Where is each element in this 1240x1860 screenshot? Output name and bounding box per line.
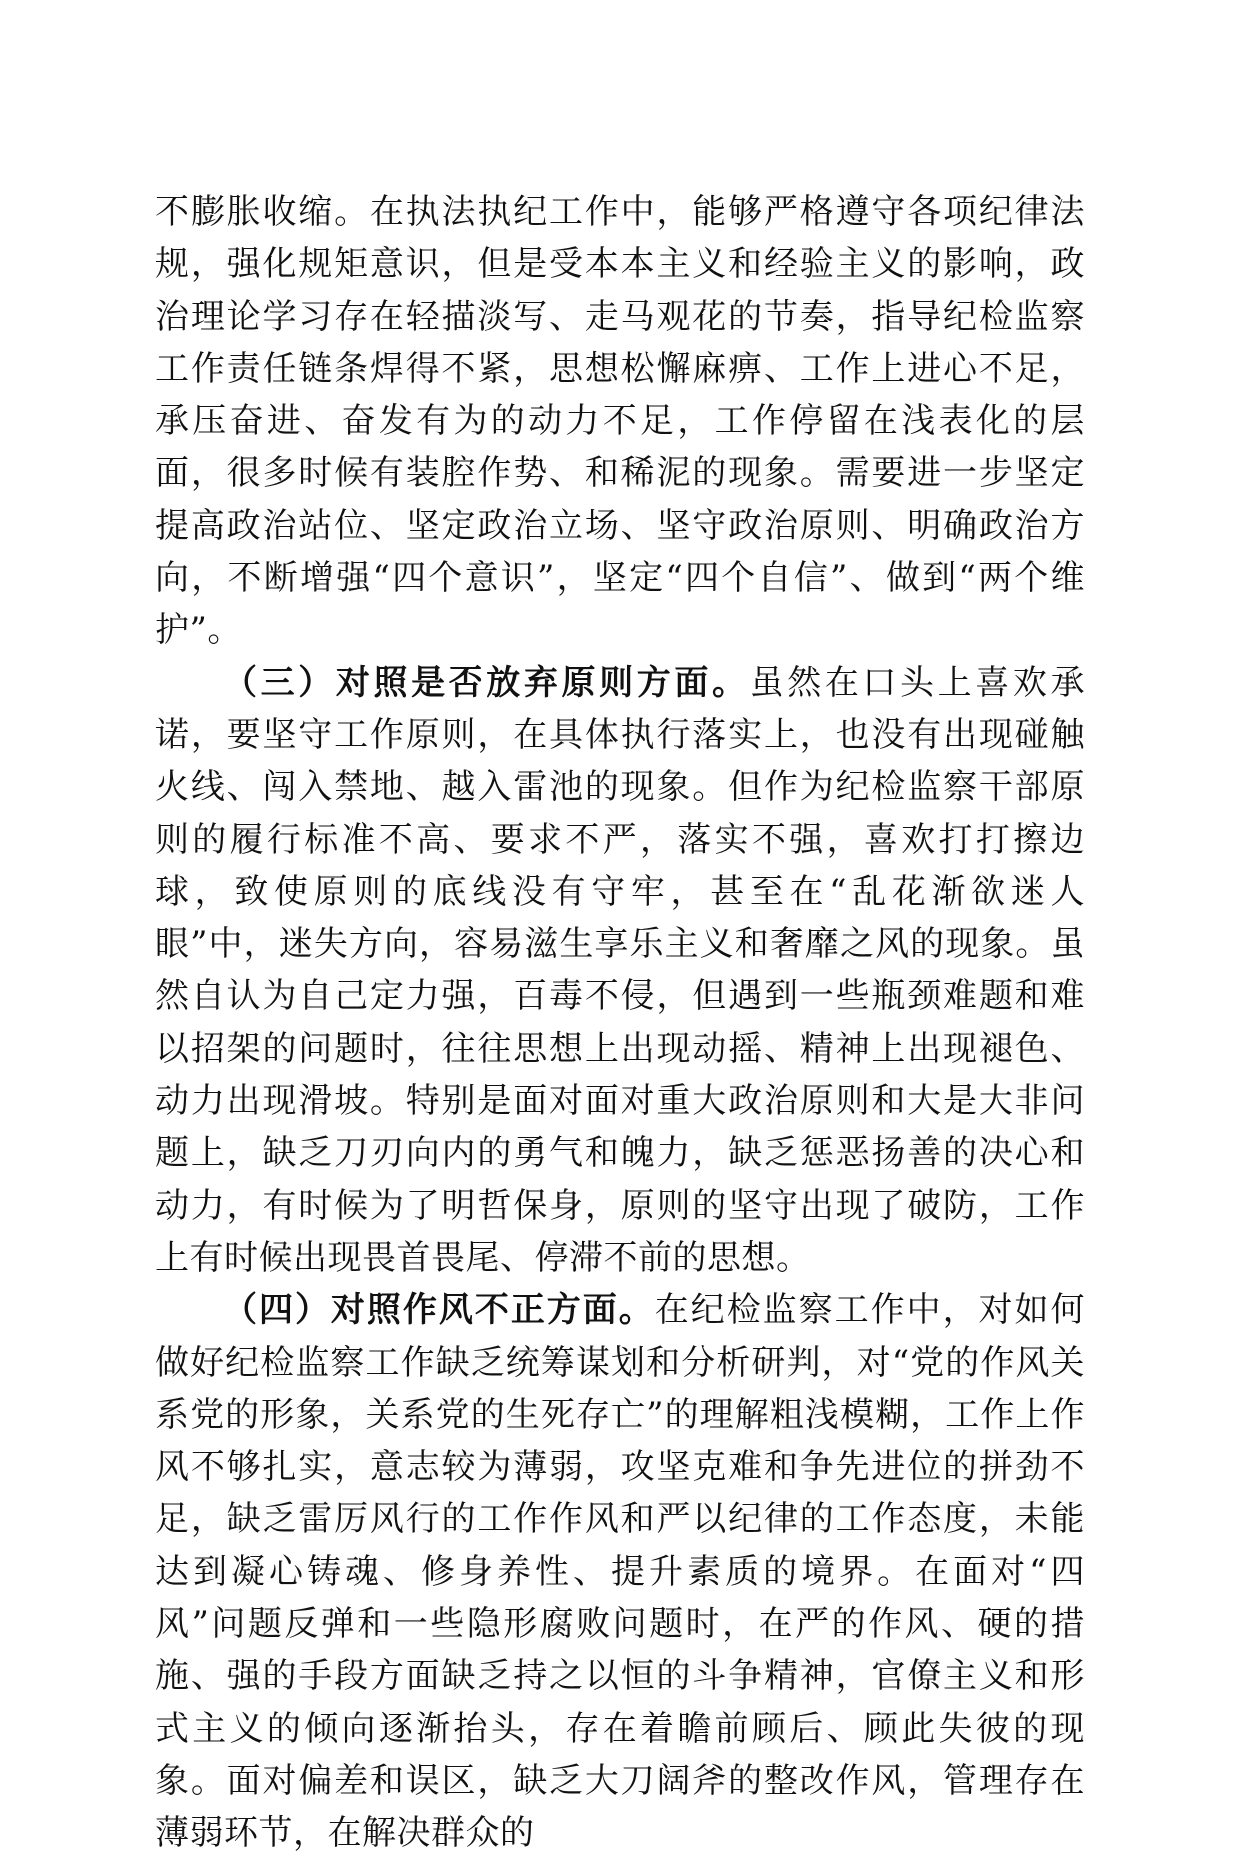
section-heading: （四）对照作风不正方面。 xyxy=(223,1290,655,1331)
section-heading: （三）对照是否放弃原则方面。 xyxy=(223,662,750,703)
paragraph-continuation xyxy=(155,186,1085,657)
paragraph-section-four xyxy=(155,1284,1085,1859)
paragraph-section-three xyxy=(155,657,1085,1285)
paragraph-body: 虽然在口头上喜欢承诺，要坚守工作原则，在具体执行落实上，也没有出现碰触火线、闯入禁地、越入雷池的现象。但作为纪检监察干部原则的履行标准不高、要求不严，落实不强，喜欢打打擦边球，致使原则的底线没有守牢，甚至在“乱花渐欲迷人眼”中，迷失方向，容易滋生享乐主义和奢靡之风的现象。虽然自认为自己定力强，百毒不侵，但遇到一些瓶颈难题和难以招架的问题时，往往思想上出现动摇、精神上出现褪色、动力出现滑坡。特别是面对面对重大政治原则和大是大非问题上，缺乏刀刃向内的勇气和魄力，缺乏惩恶扬善的决心和动力，有时候为了明哲保身，原则的坚守出现了破防，工作上有时候出现畏首畏尾、停滞不前的思想。 xyxy=(155,662,1086,1278)
paragraph-body: 在纪检监察工作中，对如何做好纪检监察工作缺乏统筹谋划和分析研判，对“党的作风关系党的形象，关系党的生死存亡”的理解粗浅模糊，工作上作风不够扎实，意志较为薄弱，攻坚克难和争先进位的拼劲不足，缺乏雷厉风行的工作作风和严以纪律的工作态度，未能达到凝心铸魂、修身养性、提升素质的境界。在面对“四风”问题反弹和一些隐形腐败问题时，在严的作风、硬的措施、强的手段方面缺乏持之以恒的斗争精神，官僚主义和形式主义的倾向逐渐抬头，存在着瞻前顾后、顾此失彼的现象。面对偏差和误区，缺乏大刀阔斧的整改作风，管理存在薄弱环节，在解决群众的 xyxy=(155,1290,1086,1854)
document-page xyxy=(155,186,1086,1854)
paragraph-body: 不膨胀收缩。在执法执纪工作中，能够严格遵守各项纪律法规，强化规矩意识，但是受本本主义和经验主义的影响，政治理论学习存在轻描淡写、走马观花的节奏，指导纪检监察工作责任链条焊得不紧，思想松懈麻痹、工作上进心不足，承压奋进、奋发有为的动力不足，工作停留在浅表化的层面，很多时候有装腔作势、和稀泥的现象。需要进一步坚定提高政治站位、坚定政治立场、坚守政治原则、明确政治方向，不断增强“四个意识”，坚定“四个自信”、做到“两个维护”。 xyxy=(155,192,1085,651)
